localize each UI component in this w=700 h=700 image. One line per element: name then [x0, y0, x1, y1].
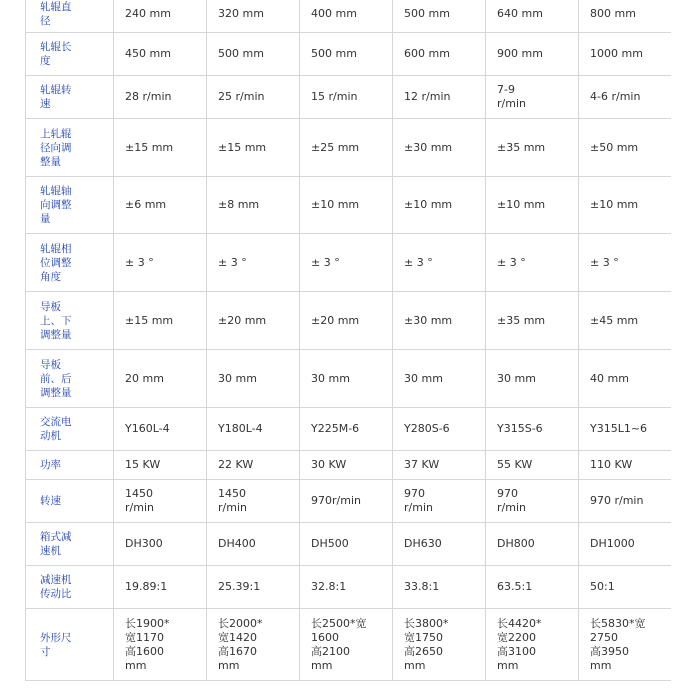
table-cell: Y315L1~6 — [579, 408, 672, 451]
table-row — [26, 566, 672, 609]
table-cell: 30 KW — [300, 451, 393, 480]
table-cell: ±35 mm — [486, 119, 579, 177]
table-cell: 19.89:1 — [114, 566, 207, 609]
table-cell: 30 mm — [207, 350, 300, 408]
table-cell: 7-9 r/min — [486, 76, 579, 119]
table-cell: ± 3 ° — [207, 234, 300, 292]
row-label: 轧辊相 位调整 角度 — [26, 234, 114, 292]
table-cell: 500 mm — [393, 0, 486, 33]
table-cell: 600 mm — [393, 33, 486, 76]
table-cell: ±30 mm — [393, 292, 486, 350]
table-cell: 30 mm — [486, 350, 579, 408]
table-cell: ± 3 ° — [579, 234, 672, 292]
table-cell: ±30 mm — [393, 119, 486, 177]
table-cell: ±15 mm — [207, 119, 300, 177]
table-cell: 55 KW — [486, 451, 579, 480]
table-cell: 50:1 — [579, 566, 672, 609]
row-label: 上轧辊 径向调 整量 — [26, 119, 114, 177]
table-row — [26, 408, 672, 451]
table-cell: 1450 r/min — [114, 480, 207, 523]
table-cell: 25 r/min — [207, 76, 300, 119]
table-cell: ±50 mm — [579, 119, 672, 177]
row-label: 轧辊转 速 — [26, 76, 114, 119]
table-cell: 800 mm — [579, 0, 672, 33]
table-cell: Y225M-6 — [300, 408, 393, 451]
table-cell: 110 KW — [579, 451, 672, 480]
table-cell: ± 3 ° — [486, 234, 579, 292]
table-cell: 63.5:1 — [486, 566, 579, 609]
row-label: 导板 上、下 调整量 — [26, 292, 114, 350]
table-cell: ±10 mm — [393, 177, 486, 234]
table-cell: 22 KW — [207, 451, 300, 480]
table-cell: 长4420* 宽2200 高3100 mm — [486, 609, 579, 681]
table-row — [26, 33, 672, 76]
row-label: 外形尺 寸 — [26, 609, 114, 681]
table-cell: 长5830*宽 2750 高3950 mm — [579, 609, 672, 681]
row-label: 轧辊直 径 — [26, 0, 114, 33]
table-cell: 4-6 r/min — [579, 76, 672, 119]
table-row — [26, 177, 672, 234]
table-cell: 970 r/min — [579, 480, 672, 523]
table-row — [26, 0, 672, 33]
row-label: 箱式减 速机 — [26, 523, 114, 566]
table-cell: DH630 — [393, 523, 486, 566]
table-cell: 15 KW — [114, 451, 207, 480]
table-cell: Y315S-6 — [486, 408, 579, 451]
table-cell: 400 mm — [300, 0, 393, 33]
table-cell: 500 mm — [300, 33, 393, 76]
table-cell: 28 r/min — [114, 76, 207, 119]
table-cell: ±20 mm — [207, 292, 300, 350]
table-cell: ±10 mm — [486, 177, 579, 234]
table-cell: 长2000* 宽1420 高1670 mm — [207, 609, 300, 681]
table-cell: 500 mm — [207, 33, 300, 76]
table-row — [26, 523, 672, 566]
table-cell: ±10 mm — [300, 177, 393, 234]
table-cell: DH300 — [114, 523, 207, 566]
table-cell: ±10 mm — [579, 177, 672, 234]
table-row — [26, 451, 672, 480]
table-row — [26, 234, 672, 292]
table-cell: ± 3 ° — [393, 234, 486, 292]
table-cell: 450 mm — [114, 33, 207, 76]
table-cell: ±20 mm — [300, 292, 393, 350]
row-label: 导板 前、后 调整量 — [26, 350, 114, 408]
table-row — [26, 480, 672, 523]
row-label: 减速机 传动比 — [26, 566, 114, 609]
table-cell: 33.8:1 — [393, 566, 486, 609]
table-row — [26, 292, 672, 350]
table-cell: 37 KW — [393, 451, 486, 480]
table-cell: ±45 mm — [579, 292, 672, 350]
table-row — [26, 350, 672, 408]
table-cell: ±8 mm — [207, 177, 300, 234]
table-cell: 240 mm — [114, 0, 207, 33]
row-label: 转速 — [26, 480, 114, 523]
specification-table — [25, 0, 671, 681]
table-row — [26, 76, 672, 119]
table-cell: 1000 mm — [579, 33, 672, 76]
table-row — [26, 609, 672, 681]
spec-table-body — [26, 0, 672, 681]
table-cell: 970 r/min — [486, 480, 579, 523]
table-cell: 1450 r/min — [207, 480, 300, 523]
spec-table-container — [25, 0, 671, 690]
table-cell: 900 mm — [486, 33, 579, 76]
table-cell: 970r/min — [300, 480, 393, 523]
table-cell: Y280S-6 — [393, 408, 486, 451]
row-label: 交流电 动机 — [26, 408, 114, 451]
table-cell: ±35 mm — [486, 292, 579, 350]
table-cell: 30 mm — [393, 350, 486, 408]
table-cell: Y180L-4 — [207, 408, 300, 451]
table-cell: ± 3 ° — [300, 234, 393, 292]
table-cell: 320 mm — [207, 0, 300, 33]
table-cell: DH1000 — [579, 523, 672, 566]
row-label: 轧辊长 度 — [26, 33, 114, 76]
table-cell: 15 r/min — [300, 76, 393, 119]
table-cell: 长3800* 宽1750 高2650 mm — [393, 609, 486, 681]
table-cell: 20 mm — [114, 350, 207, 408]
table-cell: 长2500*宽 1600 高2100 mm — [300, 609, 393, 681]
row-label: 功率 — [26, 451, 114, 480]
table-cell: ± 3 ° — [114, 234, 207, 292]
table-row — [26, 119, 672, 177]
table-cell: 长1900* 宽1170 高1600 mm — [114, 609, 207, 681]
table-cell: 970 r/min — [393, 480, 486, 523]
table-cell: DH500 — [300, 523, 393, 566]
table-cell: ±15 mm — [114, 292, 207, 350]
table-cell: DH400 — [207, 523, 300, 566]
table-cell: 40 mm — [579, 350, 672, 408]
table-cell: ±25 mm — [300, 119, 393, 177]
table-cell: DH800 — [486, 523, 579, 566]
table-cell: ±6 mm — [114, 177, 207, 234]
table-cell: ±15 mm — [114, 119, 207, 177]
table-cell: 30 mm — [300, 350, 393, 408]
row-label: 轧辊轴 向调整 量 — [26, 177, 114, 234]
table-cell: 32.8:1 — [300, 566, 393, 609]
table-cell: 25.39:1 — [207, 566, 300, 609]
table-cell: Y160L-4 — [114, 408, 207, 451]
table-cell: 640 mm — [486, 0, 579, 33]
table-cell: 12 r/min — [393, 76, 486, 119]
